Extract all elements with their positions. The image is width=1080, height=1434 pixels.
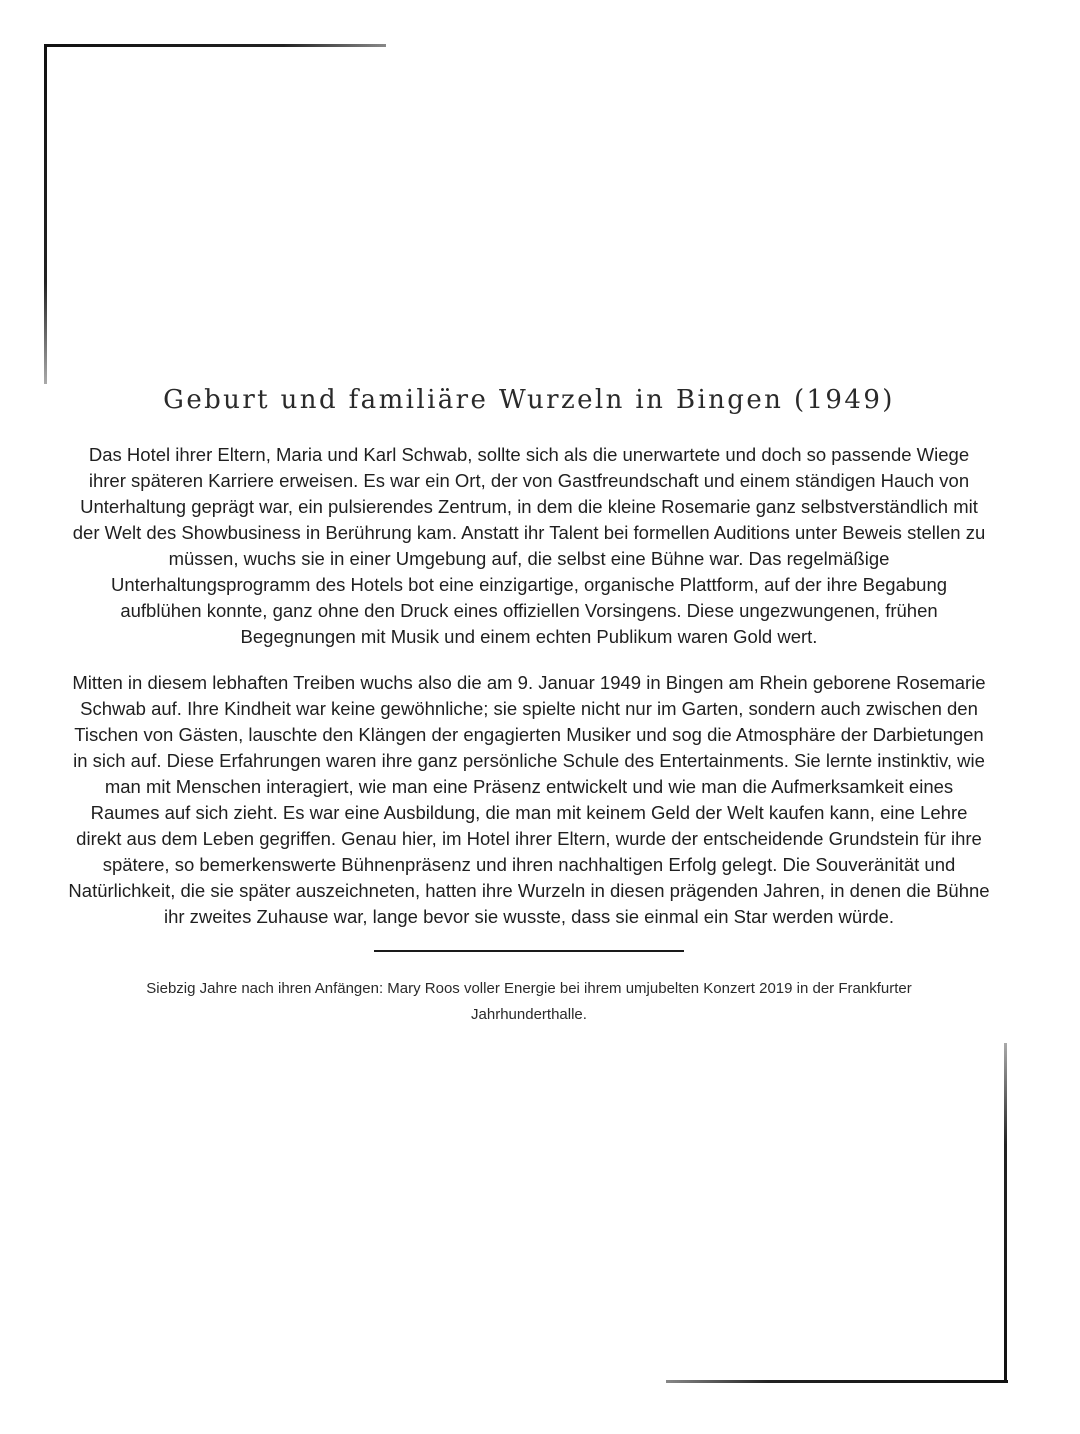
- frame-corner-bottom-right-horizontal: [666, 1380, 1008, 1383]
- frame-corner-bottom-right-vertical: [1004, 1043, 1007, 1383]
- image-caption: Siebzig Jahre nach ihren Anfängen: Mary Roos voller Energie bei ihrem umjubelten Konzert 2019 in der Frankfurter Jahrhunderthalle.: [146, 980, 912, 1023]
- frame-corner-top-left-vertical: [44, 44, 47, 384]
- separator-line: [374, 950, 684, 952]
- article-content: [68, 382, 990, 1028]
- section-title: Geburt und familiäre Wurzeln in Bingen (1949): [163, 385, 895, 415]
- article-paragraph-2: Mitten in diesem lebhaften Treiben wuchs also die am 9. Januar 1949 in Bingen am Rhein geborene Rosemarie Schwab auf. Ihre Kindheit war keine gewöhnliche; sie spielte nicht nur im Garten, sondern auch zwischen den Tischen von Gästen, lauschte den Klängen der engagierten Musiker und sog die Atmosphäre der Darbietungen in sich auf. Diese Erfahrungen waren ihre ganz persönliche Schule des Entertainments. Sie lernte instinktiv, wie man mit Menschen interagiert, wie man eine Präsenz entwickelt und wie man die Aufmerksamkeit eines Raumes auf sich zieht. Es war eine Ausbildung, die man mit keinem Geld der Welt kaufen kann, eine Lehre direkt aus dem Leben gegriffen. Genau hier, im Hotel ihrer Eltern, wurde der entscheidende Grundstein für ihre spätere, so bemerkenswerte Bühnenpräsenz und ihren nachhaltigen Erfolg gelegt. Die Souveränität und Natürlichkeit, die sie später auszeichneten, hatten ihre Wurzeln in diesen prägenden Jahren, in denen die Bühne ihr zweites Zuhause war, lange bevor sie wusste, dass sie einmal ein Star werden würde.: [68, 672, 990, 927]
- article-paragraph-1: Das Hotel ihrer Eltern, Maria und Karl Schwab, sollte sich als die unerwartete und doch so passende Wiege ihrer späteren Karriere erweisen. Es war ein Ort, der von Gastfreundschaft und einem ständigen Hauch von Unterhaltung geprägt war, ein pulsierendes Zentrum, in dem die kleine Rosemarie ganz selbstverständlich mit der Welt des Showbusiness in Berührung kam. Anstatt ihr Talent bei formellen Auditions unter Beweis stellen zu müssen, wuchs sie in einer Umgebung auf, die selbst eine Bühne war. Das regelmäßige Unterhaltungsprogramm des Hotels bot eine einzigartige, organische Plattform, auf der ihre Begabung aufblühen konnte, ganz ohne den Druck eines offiziellen Vorsingens. Diese ungezwungenen, frühen Begegnungen mit Musik und einem echten Publikum waren Gold wert.: [72, 444, 986, 647]
- frame-corner-top-left-horizontal: [44, 44, 386, 47]
